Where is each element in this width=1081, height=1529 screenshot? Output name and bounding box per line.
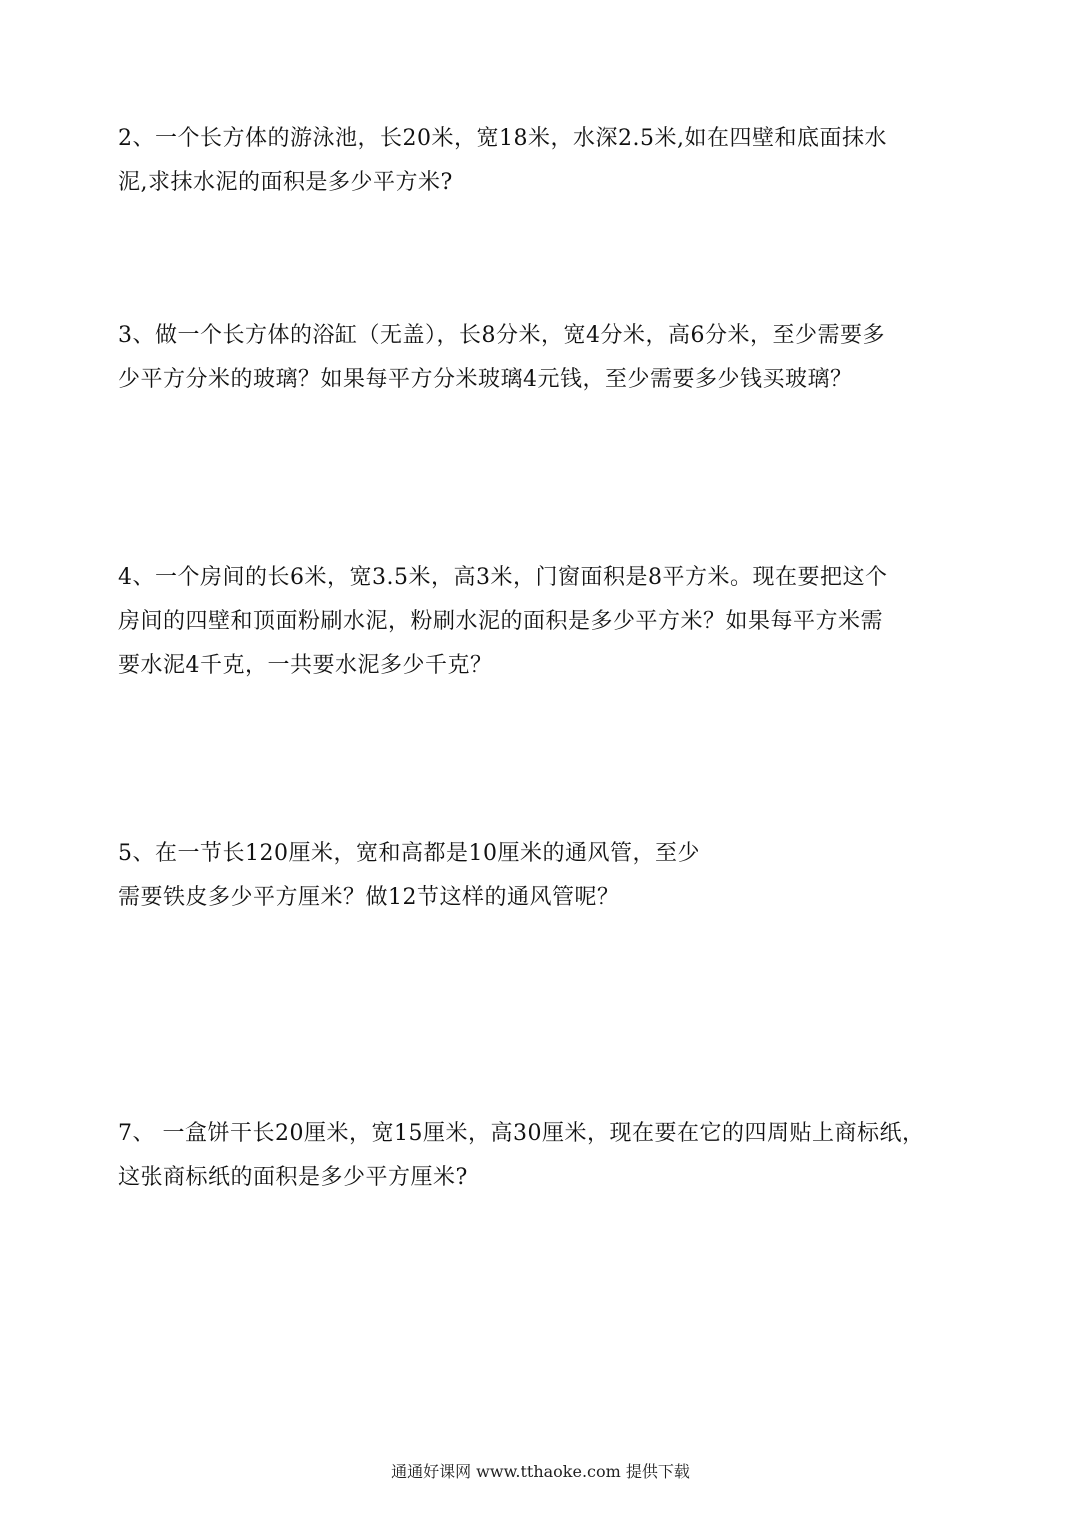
problem-3 <box>118 314 968 402</box>
problem-5-line-1: 5、在一节长120厘米，宽和高都是10厘米的通风管，至少 <box>118 841 700 866</box>
page-footer: 通通好课网 www.tthaoke.com 提供下载 <box>391 1462 690 1481</box>
problem-5-line-2: 需要铁皮多少平方厘米？做12节这样的通风管呢？ <box>118 885 620 910</box>
problem-7-line-1: 7、 一盒饼干长20厘米，宽15厘米，高30厘米，现在要在它的四周贴上商标纸， <box>118 1121 925 1146</box>
problem-2-line-1: 2、一个长方体的游泳池，长20米，宽18米，水深2.5米,如在四壁和底面抹水 <box>118 126 887 151</box>
problem-5 <box>118 832 968 920</box>
problem-4-line-2: 房间的四壁和顶面粉刷水泥，粉刷水泥的面积是多少平方米？如果每平方米需 <box>118 609 884 634</box>
problem-4 <box>118 556 968 688</box>
problem-4-line-3: 要水泥4千克，一共要水泥多少千克？ <box>118 653 493 678</box>
problem-7 <box>118 1112 968 1200</box>
problem-3-line-1: 3、做一个长方体的浴缸（无盖），长8分米，宽4分米，高6分米，至少需要多 <box>118 323 885 348</box>
problem-4-line-1: 4、一个房间的长6米，宽3.5米，高3米，门窗面积是8平方米。现在要把这个 <box>118 565 888 590</box>
problem-7-line-2: 这张商标纸的面积是多少平方厘米? <box>118 1165 468 1190</box>
problem-3-line-2: 少平方分米的玻璃？如果每平方分米玻璃4元钱，至少需要多少钱买玻璃？ <box>118 367 853 392</box>
problem-2-line-2: 泥,求抹水泥的面积是多少平方米? <box>118 170 453 195</box>
problem-2 <box>118 117 968 205</box>
